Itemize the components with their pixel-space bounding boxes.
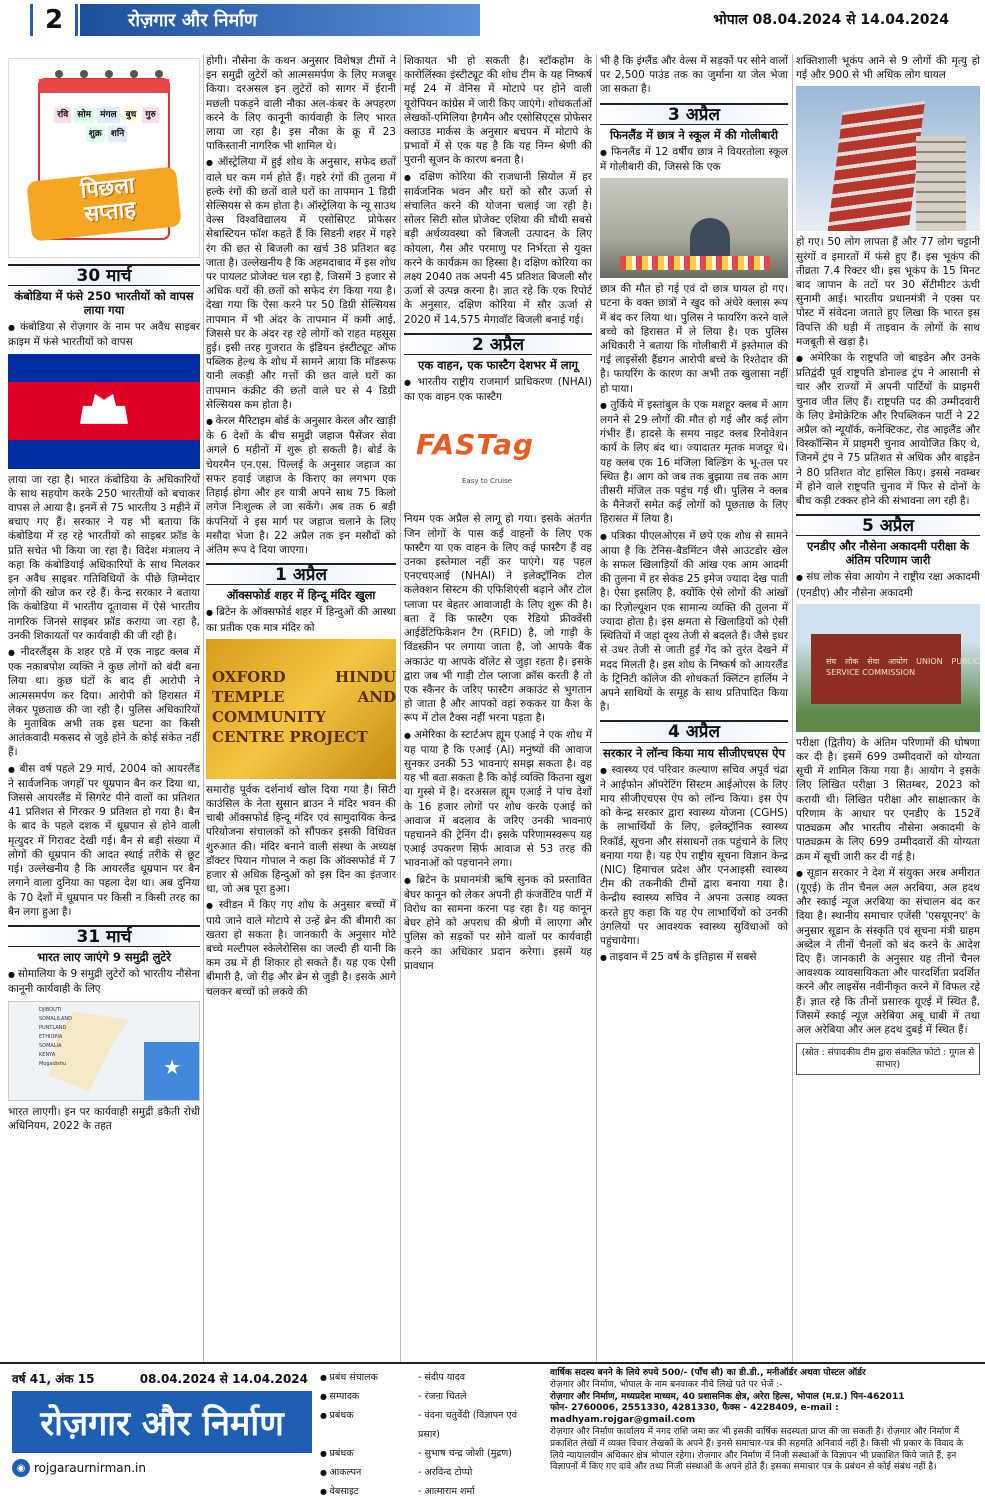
story-text: ● सोमालिया के 9 समुद्री लुटेरों को भारतीय नौसेना कानूनी कार्यवाही के लिए — [8, 967, 200, 996]
story-text: ● संघ लोक सेवा आयोग ने राष्ट्रीय रक्षा अकादमी (एनडीए) और नौसेना अकादमी — [796, 570, 980, 599]
story-text: ● ऑस्ट्रेलिया में हुई शोध के अनुसार, सफेद छतों वाले घर कम गर्म होते हैं। गहरे रंगों की तुलना में हल्के रंगों की छतों वाले घरों का तापमान 1 डिग्री सेल्सियस से कम होता है। ऑस्ट्रेलिया के न्यू साउथ वेल्स विश्वविद्यालय में एसोसिएट प्रोफेसर सेबास्टियन फॉश कहते हैं कि सिडनी शहर में गहरे रंग की छत से बिजली का खर्च 38 प्रतिशत बढ़ जाता है। उल्लेखनीय है कि अहमदाबाद में इस शोध पर पायलट प्रोजेक्ट चल रहा है, जिसमें 3 हजार से अधिक घरों की छतों को सफेद रंग किया गया है। देखा गया कि ऐसा करने पर 50 डिग्री सेल्सियस तापमान में भी अंदर के तापमान में कमी आई, जिससे घर के अंदर रह रहे लोगों को राहत महसूस हुई। इसी तरह गुजरात के इंडियन इंस्टीट्यूट ऑफ पब्लिक हेल्थ के शोध में सामने आया कि मॉडरूफ यानी लकड़ी और गत्तों की छत वाले घरों का तापमान कंक्रीट की छतों वाले घर से 4 डिग्री सेल्सियस कम होता है। — [206, 155, 396, 412]
date-heading: 4 अप्रैल — [600, 720, 788, 742]
staff-name: - अरविन्द टोप्पो — [418, 1467, 473, 1478]
upsc-sign-text: संघ लोक सेवा आयोग UNION PUBLIC SERVICE COMMISSION — [826, 656, 980, 677]
disclaimer: रोज़गार और निर्माण कार्यालय में नगद राशि जमा कर भी इसकी वार्षिक सदस्यता प्राप्त की जा सकती है। रोज़गार और निर्माण में प्रकाशित लेखों में व्यक्त विचार लेखकों के अपने हैं। इनसे समाचार-पत्र की सहमति अनिवार्य नहीं है। किसी भी प्रकार के विवाद के लिये न्यायालयीन अधिकार क्षेत्र भोपाल रहेगा। रोज़गार और निर्माण में निजी संस्थाओं के विज्ञापन भी प्रकाशित किये जाते हैं, इन विज्ञापनों में किए गए दावे और तथ्य निजी संस्थाओं के अपने होते हैं। इसका समाचार पत्र के प्रबंधन से कोई संबंध नहीं है। — [550, 1426, 964, 1473]
story-text: भी है कि इंग्लैंड और वेल्स में सड़कों पर सोने वालों पर 2,500 पाउंड तक का जुर्माना या जेल भेजा जा सकता है। — [600, 55, 788, 96]
date-heading: 31 मार्च — [8, 925, 200, 947]
column-divider — [792, 54, 793, 1498]
staff-name: - रंजना चितले — [418, 1391, 467, 1402]
star-icon: ★ — [163, 1054, 181, 1079]
subscription-instruction: रोज़गार और निर्माण, भोपाल के नाम बनवाकर नीचे लिखे पते पर भेजें :- — [550, 1379, 783, 1390]
fastag-logo-image — [404, 408, 592, 508]
story-headline: सरकार ने लॉन्च किया माय सीजीएचएस ऐप — [602, 745, 786, 760]
somalia-map-image — [8, 1001, 200, 1101]
story-text: समारोह पूर्वक दर्शनार्थ खोल दिया गया है। सिटी काउंसिल के नेता सुसान ब्राउन ने मंदिर भवन की चाबी ऑक्सफोर्ड हिन्दू मंदिर एवं सामुदायिक केन्द्र परियोजना संचालकों को सौंपकर इसकी विधिवत शुरुआत की। मंदिर बनाने वाली संस्था के अध्यक्ष डॉक्टर पियान गोपाल ने कहा कि ऑक्सफोर्ड में 7 हजार से अधिक हिन्दुओं को इस दिन का इंतजार था, जो अब पूरा हुआ। — [206, 783, 396, 896]
story-text: ● कंबोडिया से रोज़गार के नाम पर अवैध साइबर क्राइम में फंसे भारतीयों को वापस — [8, 320, 200, 349]
column-4 — [600, 54, 788, 967]
date-heading: 5 अप्रैल — [796, 514, 980, 536]
map-label: DJIBOUTI — [39, 1006, 62, 1013]
page-header — [0, 0, 985, 40]
column-divider — [596, 54, 597, 1498]
story-text: ● सूडान सरकार ने देश में संयुक्त अरब अमीरात (यूएई) के तीन चैनल अल अरबिया, अल हदथ और स्काई न्यूज अरबिया का संचालन बंद कर दिया है। स्थानीय समाचार एजेंसी 'एसयूएनए' के अनुसार सूडान के संस्कृति एवं सूचना मंत्री ग्राहम अब्देल ने तीनों चैनलों को बंद करने के आदेश दिए हैं। जानकारी के अनुसार यह तीनों चैनल आवश्यक व्यावसायिकता और पारदर्शिता प्रदर्शित करने और लाइसेंस नवीनीकृत करने में विफल रहे हैं। ज्ञात रहे कि तीनों प्रसारक यूएई में स्थित हैं, जिसमें स्काई न्यूज़ अरेबिया अबू धाबी में तथा अल अरेबिया और अल हदथ दुबई में स्थित हैं। — [796, 866, 980, 1037]
website-line — [12, 1459, 312, 1477]
story-text: भारत लाएगी। इन पर कार्यवाही समुद्री डकैती रोधी अधिनियम, 2022 के तहत — [8, 1105, 200, 1132]
people-figure — [690, 218, 730, 258]
source-credit: (स्रोत : संपादकीय टीम द्वारा संकलित फोटो : गूगल से साभार) — [796, 1043, 980, 1075]
staff-role: ● सम्पादक — [320, 1387, 418, 1406]
website-link[interactable]: rojgaraurnirman.in — [34, 1461, 146, 1475]
story-text: हो गए। 50 लोग लापता हैं और 77 लोग चट्टानी सुरंगों व इमारतों में फंसे हुए हैं। इस भूकंप की तीव्रता 7.4 रिक्टर थी। इस भूकंप के 15 मिनट बाद जापान के तटों पर 30 सेंटीमीटर ऊंची सुनामी आई। भारतीय प्रधानमंत्री ने एक्स पर पोस्ट में संवेदना जताते हुए लिखा कि भारत इस विपत्ति की घड़ी में ताइवान के लोगों के साथ मजबूती से खड़ा है। — [796, 236, 980, 348]
contact-line: फोन- 2760006, 2551330, 4281330, फैक्स - 4228409, e-mail : madhyam.rojgar@gmail.com — [550, 1403, 839, 1426]
story-text: होगी। नौसेना के कथन अनुसार विशेषज्ञ टीमों ने इन समुद्री लुटेरों को आत्मसमर्पण के लिए मजबूर किया। दरअसल इन लुटेरों को सागर में ईरानी मछली पकड़ने वाली नौका अल-कंबर के अपहरण करने के लिए कानूनी कार्यवाही के लिए भारत लाया जा रहा है। इस नौका के क्रू में 23 पाकिस्तानी नागरिक भी शामिल थे। — [206, 55, 396, 153]
staff-list — [320, 1368, 538, 1498]
day-label: शनि — [108, 126, 127, 142]
masthead-logo: रोज़गार और निर्माण — [12, 1391, 312, 1453]
story-headline: एनडीए और नौसेना अकादमी परीक्षा के अंतिम परिणाम जारी — [806, 539, 970, 568]
staff-name: - आत्माराम शर्मा — [418, 1486, 475, 1497]
story-text: ● स्वीडन में किए गए शोध के अनुसार बच्चों में पाये जाने वाले मोटापे से उन्हें ब्रेन की बीमारी का खतरा हो सकता है। जानकारी के अनुसार मोटे बच्चे मल्टीपल स्केलेरोसिस का जल्दी ही यानी कि कम उम्र में ही शिकार हो सकते हैं। यह एक ऐसी बीमारी है, जो रीढ़ और ब्रेन से जुड़ी है। इसके आगे चलकर बच्चों को लकवे की — [206, 898, 396, 998]
staff-name: - वंदना चतुर्वेदी (विज्ञापन एवं प्रसार) — [418, 1410, 518, 1440]
page-body — [8, 48, 978, 1498]
story-text: ● तुर्किये में इस्तांबुल के एक मशहूर क्लब में आग लगने से 29 लोगों की मौत हो गई और कई लोग गंभीर हैं। हादसे के समय नाइट क्लब रिनोवेशन कार्य के लिए बंद था। ज्यादातर मृतक मजदूर थे। यह क्लब एक 16 मंजिला बिल्डिंग के भू-तल पर स्थित है। आग को जब तक बुझाया तब तक आग तीसरी मंजिल तक पहुंच गई थी। पुलिस ने क्लब के मैनेजरों समेत कई लोगों को पूछताछ के लिए हिरासत में लिया है। — [600, 398, 788, 527]
story-text: नियम एक अप्रैल से लागू हो गया। इसके अंतर्गत जिन लोगों के पास कई वाहनों के लिए एक फास्टैग या एक वाहन के लिए कई फास्टैग हैं वह उनका इस्तेमाल नहीं कर पाएंगे। यह पहल एनएचएआई (NHAI) ने इलेक्ट्रॉनिक टोल कलेक्शन सिस्टम की एफिशिएंसी बढ़ाने और टोल प्लाजा पर बेहतर आवाजाही के लिए शुरू की है। बता दें कि फास्टैग एक रेडियो फ्रीक्वेंसी आईडेंटिफिकेशन टैग (RFID) है, जो गाड़ी के विंडस्क्रीन पर लगाया जाता है, जो आपके बैंक अकाउंट या आपके वॉलेट से जुड़ा रहता है। इसके द्वारा जब भी गाड़ी टोल प्लाजा क्रॉस करती है तो एक स्कैनर के जरिए फास्टैग अकाउंट से भुगतान हो जाता है और आपको वहां रुककर या कैश के रूप में टोल टैक्स नहीं भरना पड़ता है। — [404, 513, 592, 725]
calendar-title-line2: सप्ताह — [83, 197, 138, 228]
calendar-illustration — [8, 58, 200, 258]
story-text: ● पत्रिका पीएलओएस में छपे एक शोध से सामने आया है कि टेनिस-बैडमिंटन जैसे आउटडोर खेल के सफल खिलाड़ियों की आंख एक आम आदमी की तुलना में हर सेकंड 25 इमेज ज्यादा देख पाती है। ऐसा इसलिए है, क्योंकि ऐसे लोगों की आंखों का रिज़ोल्यूशन एक सामान्य व्यक्ति की तुलना में ज्यादा होता है। इस क्षमता से खिलाड़ियों को ऐसी स्थितियों में जहां दृश्य तेजी से बदलते हैं। जैसे इधर से उधर तेजी से जाती हुई गेंद को तुरंत देखने में मदद मिलती है। इस शोध के निष्कर्ष को आयरलैंड के ट्रिनिटी कॉलेज की शोधकर्ता क्लिंटन हार्लिम ने अपने साथियों के समूह के साथ प्रतिपादित किया है। — [600, 529, 788, 715]
cambodia-flag-image — [8, 354, 200, 469]
building — [916, 136, 966, 231]
volume-number: वर्ष 41, अंक 15 — [12, 1372, 95, 1386]
column-1 — [8, 54, 200, 1135]
day-label: गुरु — [142, 107, 158, 123]
staff-row — [320, 1482, 538, 1498]
story-text: परीक्षा (द्वितीय) के अंतिम परिणामों की घोषणा कर दी है। इसमें 699 उम्मीदवारों को योग्यता सूची में शामिल किया गया है। आयोग ने इसके लिए लिखित परीक्षा 3 सितम्बर, 2023 को करायी थी। लिखित परीक्षा और साक्षात्कार के परिणाम के आधार पर एनडीए के 152वें पाठ्यक्रम और भारतीय नौसेना अकादमी के पाठ्यक्रम के लिए 699 उम्मीदवारों की योग्यता क्रम में सूची जारी कर दी गई है। — [796, 736, 980, 863]
staff-role: ● प्रबंधक — [320, 1444, 418, 1463]
story-text: ● बीस वर्ष पहले 29 मार्च, 2004 को आयरलैंड ने सार्वजनिक जगहों पर धूम्रपान बैन कर दिया था, जिससे आयरलैंड में सिगरेट पीने वालों का प्रतिशत 41 प्रतिशत से गिरकर 9 प्रतिशत हो गया है। बैन के बाद के पहले दशक में धूम्रपान से होने वाली मृत्युदर में गिरावट देखी गई। बैन से बड़ी संख्या में लोगों की धूम्रपान की आदत स्थाई तरीके से छूट गई। उल्लेखनीय है कि आयरलैंड धूम्रपान पर बैन लगाने वाला दुनिया का पहला देश था। अब दुनिया के 70 देशों में धूम्रपान पर किसी न किसी तरह का बैन लगा हुआ है। — [8, 762, 200, 919]
day-label: सोम — [74, 107, 94, 123]
story-text: शक्तिशाली भूकंप आने से 9 लोगों की मृत्यु हो गई और 900 से भी अधिक लोग घायल — [796, 55, 980, 82]
column-2 — [206, 54, 396, 1001]
calendar-title-line1: पिछला — [79, 173, 136, 204]
fastag-tagline: Easy to Cruise — [462, 477, 513, 486]
school-shooting-photo — [600, 178, 788, 278]
staff-role: ● आकल्पन — [320, 1463, 418, 1482]
story-text: शिकायत भी हो सकती है। स्टॉकहोम के कारोलिंस्का इंस्टीट्यूट की शोध टीम के यह निष्कर्ष मई 24 में वेनिस में मोटापे पर होने वाली यूरोपियन कांग्रेस में जारी किए जाएंगे। शोधकर्ताओं लेखकों-एमिलिया हैगमैन और एसोसिएट्स प्रोफेसर क्लाउड मार्कस के अनुसार बचपन में मोटापे के प्रभावों में से एक यह है कि यह निम्न श्रेणी की पुरानी सूजन के कारण बनता है। — [404, 55, 592, 167]
column-divider — [203, 54, 204, 1498]
staff-role: ● प्रबंधक — [320, 1406, 418, 1444]
day-label: मंगल — [97, 107, 120, 123]
map-label: SOMALILAND — [39, 1015, 73, 1022]
staff-row — [320, 1463, 538, 1482]
story-headline: फिनलैंड में छात्र ने स्कूल में की गोलीबारी — [609, 127, 779, 142]
staff-name: - संदीप यादव — [418, 1372, 466, 1383]
day-label: रवि — [54, 107, 71, 123]
footer — [0, 1362, 985, 1498]
story-text: ● अमेरिका के स्टार्टअप ह्यूम एआई ने एक शोध में यह पाया है कि एआई (AI) मनुष्यों की आवाज सुनकर उनकी 53 भावनाएं समझ सकता है। वह यह भी बता सकता है कि कोई व्यक्ति कितना खुश या गुस्से में है। दरअसल ह्यूम एआई ने पांच देशों के 16 हजार लोगों पर शोध करके एआई को आवाज में बदलाव के जरिए उनकी भावनाएं पहचानने की ट्रेनिंग दी। इसके परिणामस्वरूप यह एआई उपकरण सिर्फ आवाज से 53 तरह की भावनाओं को पहचानने लगा। — [404, 728, 592, 871]
story-headline: भारत लाए जाएंगे 9 समुद्री लुटेरे — [37, 950, 171, 965]
calendar-days — [54, 107, 159, 142]
story-text: ● दक्षिण कोरिया की राजधानी सियोल में हर सार्वजनिक भवन और घरों को सौर ऊर्जा से संचालित करने की योजना चलाई जा रही है। सोलर सिटी सोल प्रोजेक्ट एशिया की चौथी सबसे बड़ी अर्थव्यवस्था को बिजली उत्पादन के लिए कोयला, गैस और परमाणु पर निर्भरता से युक्त करने के कार्यक्रम का हिस्सा है। दक्षिण कोरिया का लक्ष्य 2040 तक अपनी 45 प्रतिशत बिजली सौर ऊर्जा से उत्पन्न करना है। ज्ञात रहे कि एक रिपोर्ट के अनुसार, दक्षिण कोरिया में सौर ऊर्जा से 2020 में 14,575 मेगावॉट बिजली बनाई गई। — [404, 170, 592, 327]
map-label: SOMALIA — [39, 1042, 62, 1049]
issue-date: भोपाल 08.04.2024 से 14.04.2024 — [713, 12, 949, 28]
fastag-logo: FASTag — [416, 428, 535, 462]
map-labels — [39, 1006, 72, 1069]
day-label: बुध — [123, 107, 140, 123]
footer-masthead-block — [12, 1370, 312, 1477]
story-text: ● ब्रिटेन के प्रधानमंत्री ऋषि सुनक को प्रस्तावित बेघर कानून को लेकर अपनी ही कंजर्वेटिव पार्टी में विरोध का सामना करना पड़ रहा है। यह कानून बेघर होने को अपराध की श्रेणी में लाएगा और पुलिस को सड़कों पर सोने वालों पर कार्यवाही करने का अधिकार प्रदान करेगा। इसमें यह प्रावधान — [404, 873, 592, 973]
volume-dates: 08.04.2024 से 14.04.2024 — [139, 1372, 308, 1386]
staff-row — [320, 1368, 538, 1387]
temple-sign-image — [206, 639, 396, 779]
date-heading: 30 मार्च — [8, 264, 200, 286]
staff-role: ● वेबसाइट — [320, 1482, 418, 1498]
column-divider — [400, 54, 401, 1498]
earthquake-photo — [796, 86, 980, 231]
page-number: 2 — [30, 4, 78, 36]
paper-title: रोज़गार और निर्माण — [128, 10, 257, 31]
globe-icon: ◉ — [12, 1459, 30, 1477]
story-text: छात्र की मौत हो गई एवं दो छात्र घायल हो गए। घटना के वक्त छात्रों ने खुद को अंधेरे क्लास रूप में बंद कर लिया था। पुलिस ने फायरिंग करने वाले बच्चे को हिरासत में ले लिया है। एक पुलिस अधिकारी ने बताया कि गोलीबारी में इस्तेमाल की गई लाइसेंसी हैंडगन आरोपी बच्चे के रिश्तेदार की है। फायरिंग के कारण का अभी तक खुलासा नहीं हो पाया। — [600, 283, 788, 395]
subscription-info — [550, 1368, 975, 1474]
staff-row — [320, 1444, 538, 1463]
column-5 — [796, 54, 980, 1075]
upsc-building-photo — [796, 604, 980, 732]
staff-row — [320, 1387, 538, 1406]
story-text: ● नीदरलैंड्स के शहर एडे में एक नाइट क्लब में एक नकाबपोश व्यक्ति ने कुछ लोगों को बंदी बना लिया था। कुछ घंटों के बाद ही आरोपी ने आत्मसमर्पण कर दिया। आरोपी को हिरासत में लेकर पूछताछ की जा रही है। पुलिस अधिकारियों के मुताबिक अभी तक इस घटना का किसी आतंकवादी मकसद से जुड़े होने के कोई संकेत नहीं हैं। — [8, 645, 200, 760]
date-heading: 2 अप्रैल — [404, 333, 592, 355]
temple-sign-text: OXFORD HINDU TEMPLE AND COMMUNITY CENTRE PROJECT — [212, 667, 396, 746]
date-heading: 1 अप्रैल — [206, 563, 396, 585]
map-label: KENYA — [39, 1051, 56, 1058]
story-text: ● केरल मैरिटाइम बोर्ड के अनुसार केरल और खाड़ी के 6 देशों के बीच समुद्री जहाज पैसेंजर सेवा अगले 6 महीनों में शुरू हो सकती है। बोर्ड के चेयरमैन एन.एस. पिल्लई के अनुसार जहाज का सफर हवाई जहाज के किराए का लगभग एक तिहाई होगा और हर यात्री अपने साथ 75 किलो लगेज निःशुल्क ले जा सकेंगे। अब तक 6 बड़ी कंपनियों ने इस मार्ग पर जहाज चलाने के लिए मसौदा भेजा है। 22 अप्रैल तक इन मसौदों को अंतिम रूप दे दिया जाएगा। — [206, 414, 396, 557]
story-text: ● ताइवान में 25 वर्ष के इतिहास में सबसे — [600, 950, 788, 965]
story-text: ● अमेरिका के राष्ट्रपति जो बाइडेन और उनके प्रतिद्वंदी पूर्व राष्ट्रपति डोनाल्ड ट्रंप ने आसानी से चार और राज्यों में अपनी पार्टियों के प्राइमरी चुनाव जीत लिए हैं। राष्ट्रपति पद की उम्मीदवारी के लिए डेमोक्रेटिक और रिपब्लिकन पार्टी ने 22 अप्रैल को न्यूयॉर्क, कनेक्टिकट, रोड आइलैंड और विस्कॉन्सिन में प्राइमरी चुनाव आयोजित किए थे, जिनमें ट्रंप ने 75 प्रतिशत से अधिक और बाइडेन ने 80 प्रतिशत वोट हासिल किए। इससे नवम्बर में होने वाले राष्ट्रपति चुनाव में फिर से दोनों के बीच कड़ी टक्कर होने की संभावना लग रही है। — [796, 351, 980, 508]
subscription-title: वार्षिक सदस्य बनने के लिये रुपये 500/- (पाँच सौ) का डी.डी., मनीऑर्डर अथवा पोस्टल ऑर्डर — [550, 1368, 866, 1378]
postal-address: रोज़गार और निर्माण, मध्यप्रदेश माध्यम, 40 प्रशासनिक क्षेत्र, अरेरा हिल्स, भोपाल (म.प्र.) पिन-462011 — [550, 1391, 905, 1402]
map-label: ETHIOPIA — [39, 1033, 63, 1040]
volume-line — [12, 1370, 308, 1387]
map-label: Mogadishu — [39, 1060, 67, 1067]
story-headline: ऑक्सफोर्ड शहर में हिन्दू मंदिर खुला — [226, 588, 376, 603]
story-text: ● फिनलैंड में 12 वर्षीय छात्र ने वियरतोला स्कूल में गोलीबारी की, जिससे कि एक — [600, 145, 788, 174]
date-heading: 3 अप्रैल — [600, 103, 788, 125]
map-label: PUNTLAND — [39, 1024, 67, 1031]
story-text: ● ब्रिटेन के ऑक्सफोर्ड शहर में हिन्दुओं की आस्था का प्रतीक एक मात्र मंदिर को — [206, 605, 396, 634]
calendar-icon — [9, 59, 200, 258]
staff-role: ● प्रबंध संचालक — [320, 1368, 418, 1387]
story-text: लाया जा रहा है। भारत कंबोडिया के अधिकारियों के साथ सहयोग करके 250 भारतीयों को बचाकर वापस ले आया है। इनमें से 75 भारतीय 3 महीने में बचाए गए हैं। सरकार ने यह भी बताया कि कंबोडिया में रह रहे भारतीयों को साइबर फ्रॉड के प्रति सचेत भी किया जा रहा है। विदेश मंत्रालय ने कहा कि कंबोडियाई अधिकारियों के साथ मिलकर इन अवैध साइबर गतिविधियों के पीछे ज़िम्मेदार लोगों की खोज कर रहे हैं। केन्द्र सरकार ने बताया कि कंबोडिया में भारतीय दूतावास में ऐसे भारतीय नागरिक जिनसे साइबर फ्रॉड कराया जा रहा है, उनकी शिकायतों पर कार्यवाही की जी रही है। — [8, 473, 200, 642]
day-label: शुक्र — [86, 126, 105, 142]
story-text: ● भारतीय राष्ट्रीय राजमार्ग प्राधिकरण (NHAI) का एक वाहन एक फास्टैग — [404, 375, 592, 404]
column-3 — [404, 54, 592, 975]
tilted-building — [827, 101, 925, 231]
staff-row — [320, 1406, 538, 1444]
staff-name: - सुभाष चन्द्र जोशी (मुद्रण) — [418, 1448, 513, 1459]
story-text: ● स्वास्थ्य एवं परिवार कल्याण सचिव अपूर्व चंद्रा ने आईफोन ऑपरेटिंग सिस्टम आईओएस के लिए माय सीजीएचएस ऐप को लॉन्च किया। इस ऐप को केन्द्र सरकार द्वारा स्वास्थ्य योजना (CGHS) के लाभार्थियों के लिए, इलेक्ट्रॉनिक स्वास्थ्य रिकॉर्ड, सूचना और संसाधनों तक पहुंचाने के लिए बनाया गया है। यह ऐप राष्ट्रीय सूचना विज्ञान केन्द्र (NIC) हिमाचल प्रदेश और एनआइसी स्वास्थ्य टीम की तकनीकी टीमों द्वारा बनाया गया है। केन्द्रीय स्वास्थ्य सचिव ने अपना उत्साह व्यक्त करते हुए कहा कि यह ऐप लाभार्थियों को उनकी उंगलियों पर आवश्यक स्वास्थ्य सुविधाओं को पहुंचायेगा। — [600, 763, 788, 949]
story-headline: कंबोडिया में फंसे 250 भारतीयों को वापस लाया गया — [14, 289, 194, 318]
flowers-figure — [620, 256, 770, 270]
story-headline: एक वाहन, एक फास्टैग देशभर में लागू — [417, 358, 579, 373]
